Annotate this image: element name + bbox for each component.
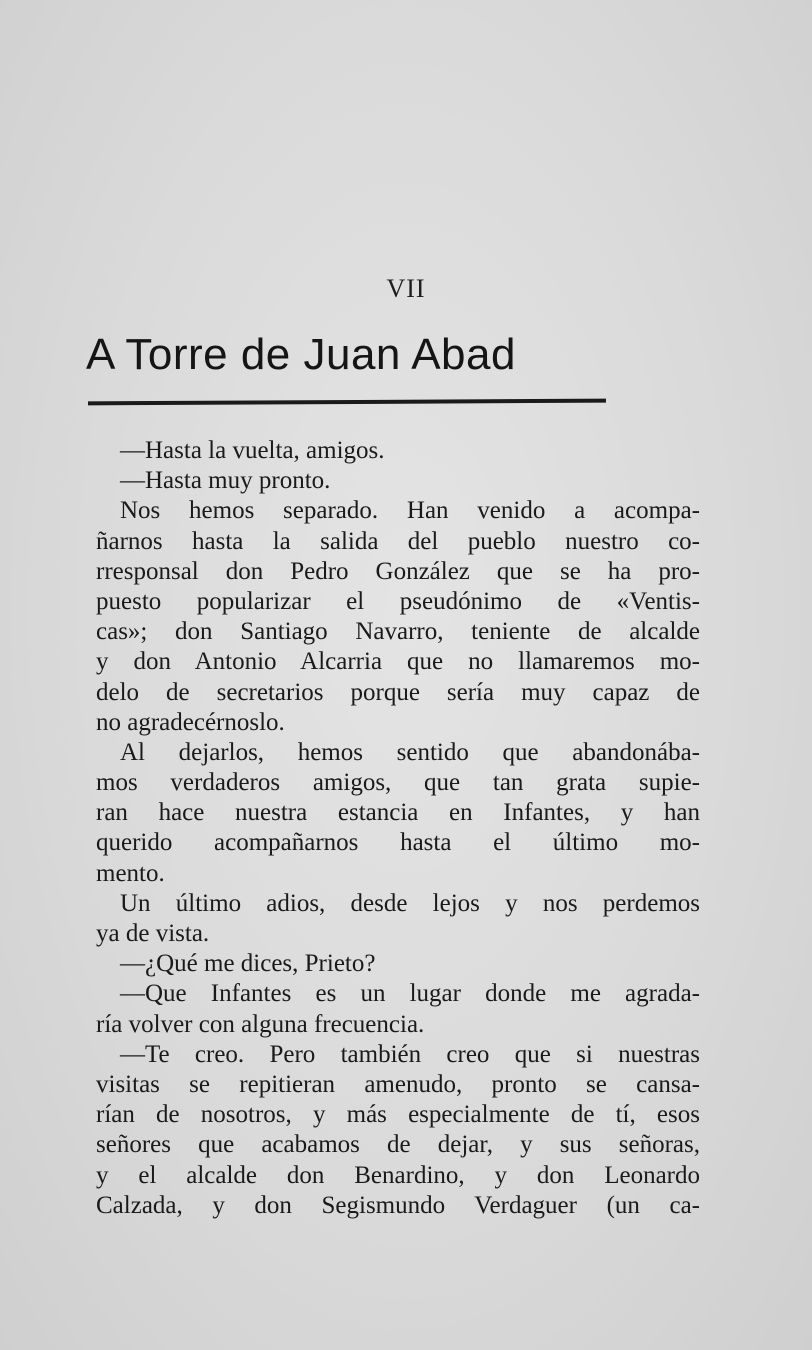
text-line: Al dejarlos, hemos sentido que abandonába- <box>120 738 700 766</box>
text-line: ya de vista. <box>96 920 210 947</box>
text-line: Nos hemos separado. Han venido a acompa- <box>120 497 700 525</box>
text-line: —Que Infantes es un lugar donde me agrada- <box>120 980 700 1008</box>
text-line: ñarnos hasta la salida del pueblo nuestro co- <box>96 527 700 555</box>
text-line: Un último adios, desde lejos y nos perdemos <box>120 889 700 917</box>
text-line: mento. <box>96 859 165 887</box>
text-line: —Te creo. Pero también creo que si nuestras <box>120 1040 700 1068</box>
text-line: querido acompañarnos hasta el último mo- <box>96 829 700 857</box>
chapter-title: A Torre de Juan Abad <box>86 330 516 379</box>
text-line: —¿Qué me dices, Prieto? <box>120 950 376 978</box>
text-line: y el alcalde don Benardino, y don Leonardo <box>96 1161 700 1189</box>
text-line: —Hasta la vuelta, amigos. <box>120 437 385 464</box>
text-line: rresponsal don Pedro González que se ha pro- <box>96 557 700 585</box>
text-line: mos verdaderos amigos, que tan grata supie- <box>96 769 700 797</box>
text-line: señores que acabamos de dejar, y sus señoras, <box>96 1131 700 1159</box>
text-line: ría volver con alguna frecuencia. <box>96 1010 425 1038</box>
text-line: visitas se repitieran amenudo, pronto se cansa- <box>96 1070 700 1098</box>
chapter-text <box>96 436 700 1221</box>
text-line: rían de nosotros, y más especialmente de tí, esos <box>96 1101 700 1129</box>
text-line: puesto popularizar el pseudónimo de «Ventis- <box>96 587 700 615</box>
text-line: Calzada, y don Segismundo Verdaguer (un ca- <box>96 1191 700 1219</box>
chapter-number: VII <box>386 274 426 303</box>
title-underline <box>88 399 606 406</box>
text-line: ran hace nuestra estancia en Infantes, y han <box>96 799 700 827</box>
text-line: —Hasta muy pronto. <box>120 467 331 495</box>
text-line: cas»; don Santiago Navarro, teniente de alcalde <box>96 618 700 646</box>
text-line: no agradecérnoslo. <box>96 708 285 736</box>
text-line: y don Antonio Alcarria que no llamaremos mo- <box>96 648 700 676</box>
text-line: delo de secretarios porque sería muy capaz de <box>96 678 700 706</box>
